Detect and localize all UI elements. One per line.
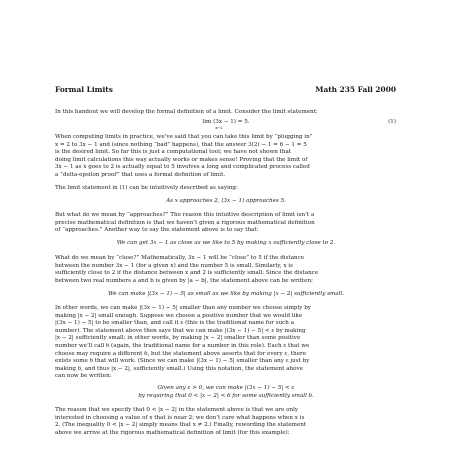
display-statement-3: We can make |(3x − 1) − 5| as small as we like by making |x − 2| sufficiently small. [107, 291, 345, 297]
p3-line: of “approaches.” Another way to say the statement above is to say that: [55, 227, 259, 234]
p6-line: above we arrive at the rigorous mathematical definition of limit (for this example): [55, 429, 290, 436]
p5-line: can now be written: [55, 373, 112, 380]
course-label: Math 235 Fall 2000 [315, 85, 396, 94]
p4-line: sufficiently close to 2 if the distance between x and 2 is sufficiently small. Since the distance [55, 270, 319, 277]
p4-line: between two real numbers a and b is given by |a − b|, the statement above can be written: [55, 277, 313, 284]
p5-line: choose may require a different δ, but the statement above asserts that for every ε, there [55, 350, 307, 357]
p5-line: making δ, and thus |x − 2|, sufficiently small.) Using this notation, the statement above [55, 365, 303, 372]
equation-1-lhs: lim (3x − 1) = 5. [202, 119, 250, 125]
p5-line: |(3x − 1) − 5| to be smaller than, and call it ε (this is the traditional name for such a [55, 320, 295, 327]
p5-line: |x − 2| sufficiently small; in other words, by making |x − 2| smaller than some positive [55, 335, 301, 342]
intro-paragraph: In this handout we will develop the formal definition of a limit. Consider the limit statement: [55, 109, 318, 115]
display-statement-2: We can get 3x − 1 as close as we like to 5 by making x sufficiently close to 2. [116, 240, 336, 246]
p3-line: precise mathematical definition is that we haven’t given a rigorous mathematical definition [55, 219, 315, 226]
p6-line: The reason that we specify that 0 < |x − 2| in the statement above is that we are only [55, 407, 299, 413]
display-statement-1: As x approaches 2, (3x − 1) approaches 5. [166, 198, 286, 204]
p6-line: 2. (The inequality 0 < |x − 2| simply means that x ≠ 2.) Finally, rewording the statement [55, 422, 307, 429]
p1-line: doing limit calculations this way actually works or makes sense! Proving that the limit of [55, 156, 308, 163]
p5-line: In other words, we can make |(3x − 1) − 5| smaller than any number we choose simply by [55, 305, 311, 311]
p3-line: But what do we mean by “approaches?” The reason this intuitive description of limit isn’t a [55, 212, 315, 218]
p6-line: interested in choosing a value of x that is near 2; we don’t care what happens when x is [55, 414, 305, 421]
equation-1-subscript: x→2 [215, 126, 223, 130]
display-statement-4: Given any ε > 0, we can make |(3x − 1) − 5| < ε [157, 385, 295, 391]
p5-line: making |x − 2| small enough. Suppose we choose a positive number that we would like [55, 312, 303, 319]
p5-line: exists some δ that will work. (Since we can make |(3x − 1) − 5| smaller than any ε just by [55, 358, 310, 365]
equation-1 [55, 119, 397, 131]
p4-line: between the number 3x − 1 (for a given x) and the number 5 is small. Similarly, x is [55, 262, 293, 269]
p1-line: When computing limits in practice, we’ve said that you can take this limit by “plugging in” [55, 134, 313, 140]
p2-paragraph: The limit statement in (1) can be intuitively described as saying: [55, 185, 238, 191]
document-title: Formal Limits [55, 85, 113, 94]
p4-line: What do we mean by “close?” Mathematically, 3x − 1 will be “close” to 5 if the distance [55, 255, 305, 261]
p1-line: x = 2 to 3x − 1 and (since nothing “bad” happens), that the answer 3(2) − 1 = 6 − 1 = 5 [55, 141, 307, 148]
display-statement-4: by requiring that 0 < |x − 2| < δ for some sufficiently small δ. [138, 393, 314, 399]
p5-line: number we’ll call δ (again, the traditional name for a number in this role). Each ε that we [55, 343, 310, 349]
p5-line: number). The statement above then says that we can make |(3x − 1) − 5| < ε by making [55, 327, 306, 334]
p1-line: a “delta-epsilon proof” that uses a formal definition of limit. [55, 172, 226, 178]
equation-1-number: (1) [388, 119, 396, 125]
p1-line: 3x − 1 as x goes to 2 is actually equal to 5 involves a long and complicated process called [55, 164, 310, 171]
p1-line: is the desired limit. So far this is just a computational tool; we have not shown that [55, 149, 292, 156]
